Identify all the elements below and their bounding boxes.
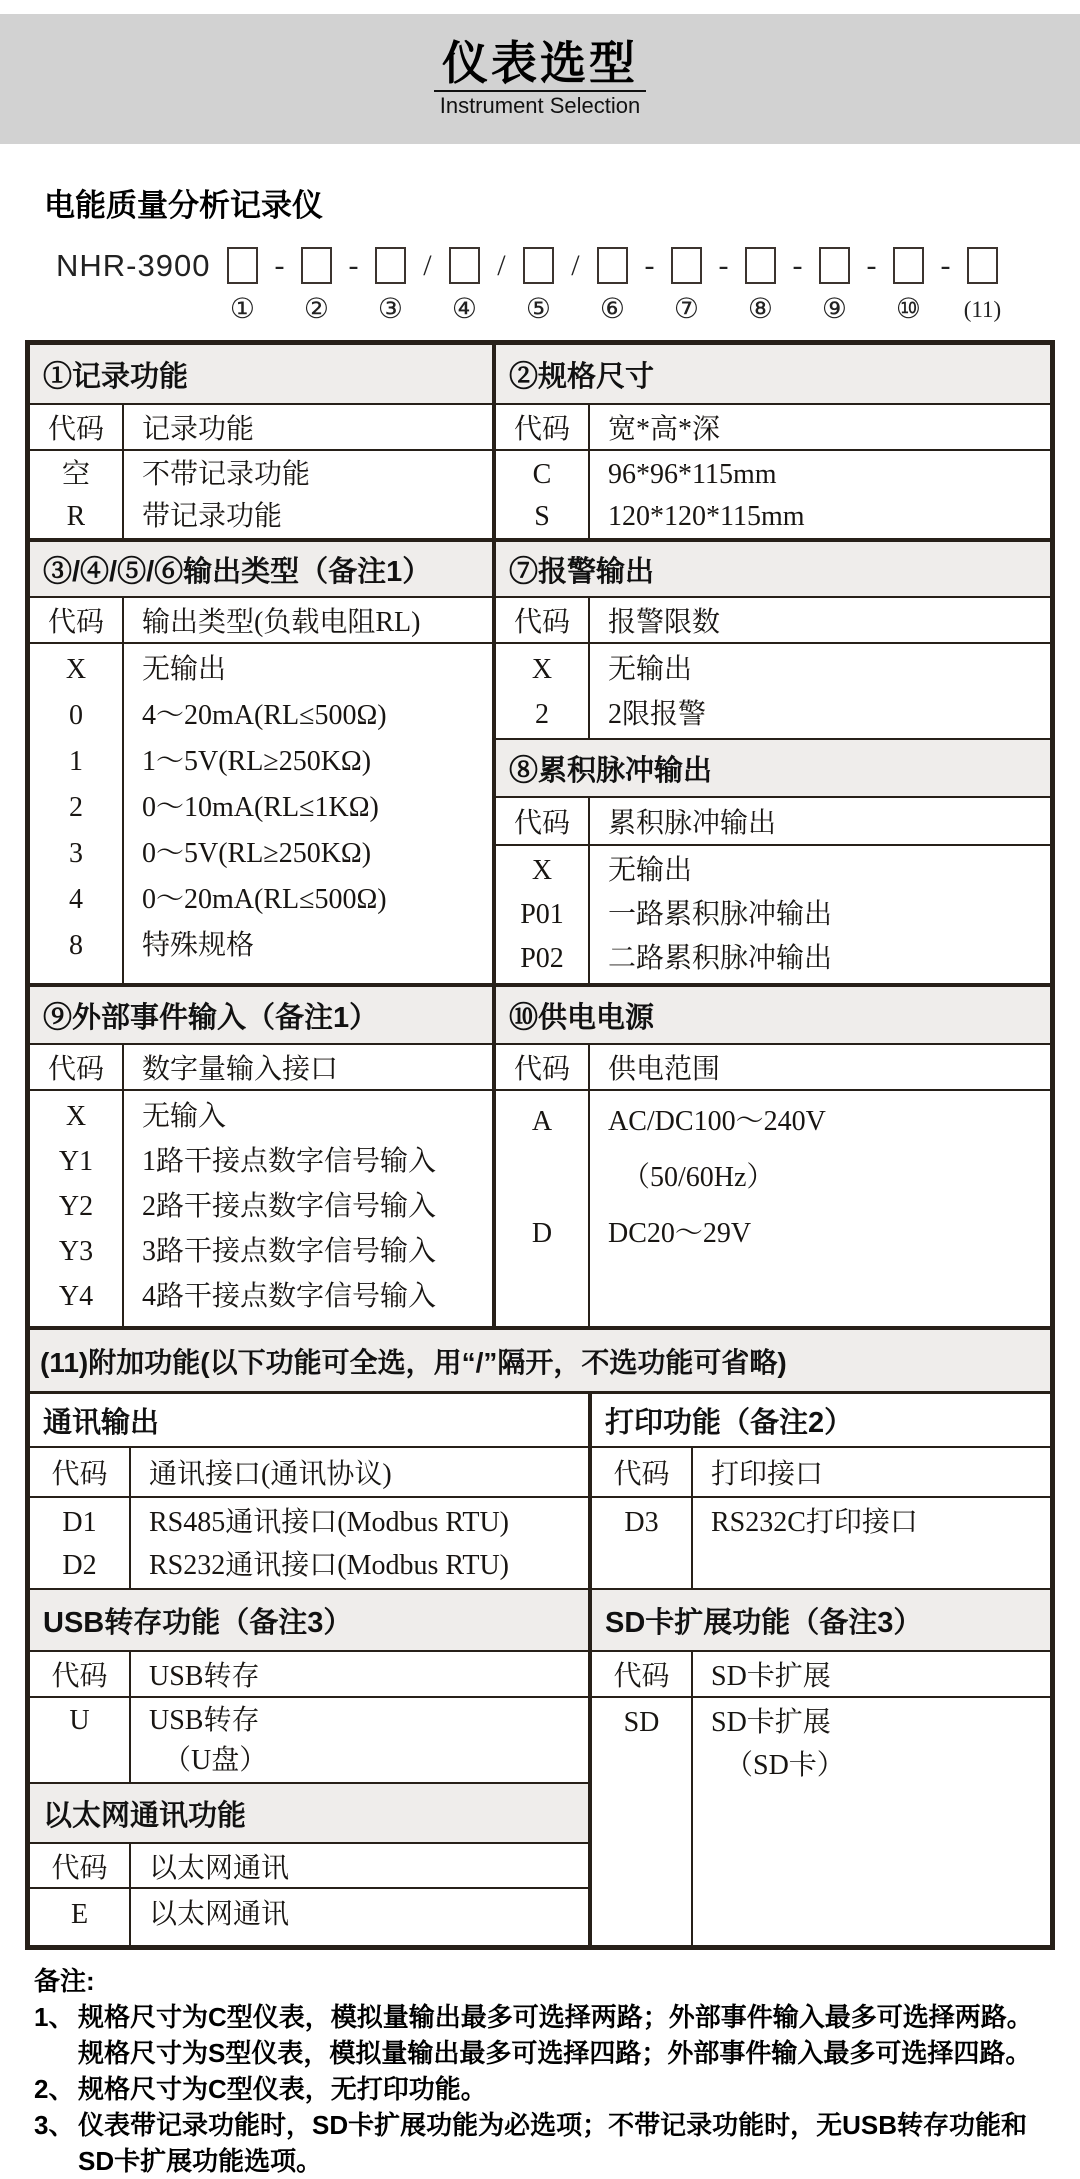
- selection-table: [25, 340, 1055, 1950]
- desc-value: 带记录功能: [142, 501, 283, 532]
- note-text: SD卡扩展功能选项。: [78, 2146, 323, 2176]
- model-prefix: NHR-3900: [56, 248, 211, 283]
- note-number: 2、: [34, 2074, 75, 2104]
- code-header: 代码: [496, 1045, 590, 1089]
- code-header: 代码: [30, 1045, 124, 1089]
- code-header: 代码: [592, 1448, 693, 1496]
- code-value: D: [531, 1218, 553, 1249]
- section-title: ⑩供电电源: [496, 987, 1050, 1045]
- code-header: 代码: [496, 598, 590, 642]
- desc-header: 输出类型(负载电阻RL): [142, 607, 421, 638]
- desc-header: 记录功能: [142, 414, 255, 445]
- desc-value: 4～20mA(RL≤500Ω): [142, 700, 387, 731]
- desc-header: USB转存: [149, 1661, 260, 1692]
- model-position-label: ⑧: [747, 294, 773, 325]
- model-code-box: [967, 247, 998, 284]
- model-code-box: [597, 247, 628, 284]
- desc-header: 宽*高*深: [608, 414, 721, 445]
- code-value: E: [70, 1899, 89, 1930]
- desc-value: 无输出: [608, 855, 693, 886]
- additional-left-column: [30, 1394, 592, 1945]
- code-header: 代码: [30, 1844, 131, 1887]
- additional-right-column: [592, 1394, 1050, 1945]
- desc-value: USB转存: [149, 1705, 260, 1736]
- code-value: P01: [520, 899, 564, 930]
- desc-header: 通讯接口(通讯协议): [149, 1459, 392, 1490]
- note-text: 仪表带记录功能时，SD卡扩展功能为必选项；不带记录功能时，无USB转存功能和: [78, 2110, 1028, 2140]
- desc-value: 无输出: [142, 654, 227, 685]
- code-value: SD: [623, 1707, 660, 1738]
- section-1-record: [30, 345, 496, 538]
- section-11-additional: [30, 1330, 1050, 1394]
- model-slot: [596, 247, 628, 325]
- model-separator: /: [571, 249, 580, 282]
- code-value: Y2: [58, 1191, 94, 1222]
- note-text: 规格尺寸为C型仪表，无打印功能。: [78, 2074, 487, 2104]
- desc-value: 3路干接点数字信号输入: [142, 1236, 437, 1267]
- model-code-box: [893, 247, 924, 284]
- desc-value: RS232通讯接口(Modbus RTU): [149, 1550, 510, 1581]
- desc-value: 120*120*115mm: [608, 501, 805, 532]
- section-title: ⑨外部事件输入（备注1）: [30, 987, 492, 1045]
- code-value: Y3: [58, 1236, 94, 1267]
- desc-value: 1路干接点数字信号输入: [142, 1146, 437, 1177]
- code-value: X: [65, 1101, 87, 1132]
- code-value: C: [532, 459, 552, 490]
- code-value: 2: [69, 792, 83, 823]
- notes: [34, 1963, 1040, 2179]
- desc-value: 0～20mA(RL≤500Ω): [142, 884, 387, 915]
- code-value: R: [66, 501, 86, 532]
- model-position-label: ⑨: [821, 294, 847, 325]
- code-value: X: [65, 654, 87, 685]
- model-position-label: ②: [303, 294, 329, 325]
- model-separator: /: [423, 249, 432, 282]
- desc-header: SD卡扩展: [711, 1661, 831, 1692]
- model-code-box: [523, 247, 554, 284]
- desc-value: （U盘）: [163, 1745, 268, 1776]
- section-title: ⑦报警输出: [496, 542, 1050, 598]
- desc-value: RS232C打印接口: [711, 1507, 918, 1538]
- product-title: 电能质量分析记录仪: [44, 188, 323, 223]
- desc-value: RS485通讯接口(Modbus RTU): [149, 1507, 510, 1538]
- code-value: P02: [520, 943, 564, 974]
- code-header: 代码: [30, 1448, 131, 1496]
- desc-header: 累积脉冲输出: [608, 808, 777, 839]
- band-additional-functions: [30, 1394, 1050, 1945]
- desc-header: 供电范围: [608, 1054, 721, 1085]
- desc-value: 以太网通讯: [149, 1899, 290, 1930]
- section-title-sd: SD卡扩展功能（备注3）: [592, 1590, 1050, 1652]
- section-title-comm: 通讯输出: [30, 1394, 588, 1448]
- note-item: [34, 2071, 1040, 2107]
- model-separator: -: [274, 249, 285, 282]
- model-slot: [963, 247, 1002, 325]
- code-header: 代码: [496, 798, 590, 844]
- model-code-box: [301, 247, 332, 284]
- model-code-box: [227, 247, 258, 284]
- code-value: X: [531, 654, 553, 685]
- note-text: 规格尺寸为C型仪表，模拟量输出最多可选择两路；外部事件输入最多可选择两路。: [78, 2002, 1033, 2032]
- note-item: [34, 2035, 1040, 2071]
- model-position-label: (11): [963, 297, 1002, 322]
- section-title-ethernet: 以太网通讯功能: [30, 1784, 588, 1844]
- model-code-box: [671, 247, 702, 284]
- model-code-box: [449, 247, 480, 284]
- code-header: 代码: [496, 405, 590, 449]
- desc-value: 96*96*115mm: [608, 459, 777, 490]
- model-slot: [670, 247, 702, 325]
- code-header: 代码: [30, 598, 124, 642]
- code-value: Y1: [58, 1146, 94, 1177]
- desc-value: 不带记录功能: [142, 459, 311, 490]
- model-position-label: ⑦: [673, 294, 699, 325]
- code-header: 代码: [592, 1652, 693, 1696]
- model-slot: [522, 247, 554, 325]
- model-position-label: ⑥: [599, 294, 625, 325]
- desc-header: 以太网通讯: [149, 1852, 290, 1884]
- code-value: 3: [69, 838, 83, 869]
- desc-value: 特殊规格: [142, 930, 255, 961]
- band-event-power: [30, 987, 1050, 1330]
- model-slot: [818, 247, 850, 325]
- model-slot: [892, 247, 924, 325]
- model-position-label: ④: [451, 294, 477, 325]
- note-number: 1、: [34, 2002, 75, 2032]
- code-header: 代码: [30, 405, 124, 449]
- model-slot: [744, 247, 776, 325]
- section-10-power: [496, 987, 1050, 1326]
- section-title: ②规格尺寸: [496, 345, 1050, 405]
- notes-title: 备注:: [34, 1966, 95, 1996]
- desc-value: 0～5V(RL≥250KΩ): [142, 838, 372, 869]
- model-position-label: ⑩: [895, 294, 921, 325]
- model-slot: [374, 247, 406, 325]
- desc-value: DC20～29V: [608, 1218, 752, 1249]
- code-value: 1: [69, 746, 83, 777]
- desc-value: 一路累积脉冲输出: [608, 899, 833, 930]
- desc-value: 2限报警: [608, 699, 707, 730]
- model-position-label: ③: [377, 294, 403, 325]
- code-value: S: [534, 501, 550, 532]
- note-item: [34, 2143, 1040, 2179]
- model-separator: -: [792, 249, 803, 282]
- desc-value: 2路干接点数字信号输入: [142, 1191, 437, 1222]
- code-value: 2: [535, 699, 549, 730]
- section-title-print: 打印功能（备注2）: [592, 1394, 1050, 1448]
- code-value: X: [531, 855, 553, 886]
- code-value: Y4: [58, 1281, 94, 1312]
- model-separator: -: [866, 249, 877, 282]
- section-3456-output: [30, 542, 496, 983]
- band-output-alarm: [30, 542, 1050, 987]
- band-record-size: [30, 345, 1050, 542]
- note-item: [34, 1999, 1040, 2035]
- section-7-alarm: [496, 542, 1050, 983]
- section-title-usb: USB转存功能（备注3）: [30, 1590, 588, 1652]
- desc-value: 4路干接点数字信号输入: [142, 1281, 437, 1312]
- section-9-event-input: [30, 987, 496, 1326]
- model-separator: /: [497, 249, 506, 282]
- model-slot: [448, 247, 480, 325]
- model-code-row: [56, 247, 1080, 325]
- note-text: 规格尺寸为S型仪表，模拟量输出最多可选择四路；外部事件输入最多可选择四路。: [78, 2038, 1032, 2068]
- code-value: 0: [69, 700, 83, 731]
- code-value: D2: [62, 1550, 97, 1581]
- code-value: 8: [69, 930, 83, 961]
- desc-value: 二路累积脉冲输出: [608, 943, 833, 974]
- model-code-box: [375, 247, 406, 284]
- section-title: ①记录功能: [30, 345, 492, 405]
- desc-value: 0～10mA(RL≤1KΩ): [142, 792, 379, 823]
- code-value: A: [531, 1106, 553, 1137]
- section-title: (11)附加功能(以下功能可全选，用“/”隔开，不选功能可省略): [40, 1346, 787, 1378]
- code-value: 空: [61, 459, 90, 490]
- code-value: 4: [69, 884, 83, 915]
- section-title: ③/④/⑤/⑥输出类型（备注1）: [30, 542, 492, 598]
- desc-value: （50/60Hz）: [622, 1162, 775, 1193]
- model-separator: -: [940, 249, 951, 282]
- code-value: U: [69, 1705, 90, 1736]
- model-position-label: ①: [229, 294, 255, 325]
- code-value: D3: [624, 1507, 659, 1538]
- note-item: [34, 2107, 1040, 2143]
- desc-value: 1～5V(RL≥250KΩ): [142, 746, 372, 777]
- model-slot: [226, 247, 258, 325]
- desc-value: 无输出: [608, 654, 693, 685]
- page-banner: [0, 14, 1080, 144]
- desc-value: 无输入: [142, 1101, 227, 1132]
- model-separator: -: [718, 249, 729, 282]
- model-position-label: ⑤: [525, 294, 551, 325]
- desc-header: 数字量输入接口: [142, 1054, 339, 1085]
- note-number: 3、: [34, 2110, 75, 2140]
- model-code-box: [819, 247, 850, 284]
- model-code-box: [745, 247, 776, 284]
- desc-header: 打印接口: [711, 1459, 824, 1490]
- model-slot: [300, 247, 332, 325]
- desc-value: AC/DC100～240V: [608, 1106, 826, 1137]
- banner-title: 仪表选型: [442, 36, 638, 89]
- model-separator: -: [644, 249, 655, 282]
- section-2-size: [496, 345, 1050, 538]
- desc-value: （SD卡）: [725, 1750, 845, 1781]
- code-value: D1: [62, 1507, 97, 1538]
- code-header: 代码: [30, 1652, 131, 1696]
- model-separator: -: [348, 249, 359, 282]
- desc-header: 报警限数: [608, 607, 721, 638]
- desc-value: SD卡扩展: [711, 1707, 831, 1738]
- section-title-pulse: ⑧累积脉冲输出: [496, 740, 1050, 798]
- banner-subtitle: Instrument Selection: [434, 90, 647, 119]
